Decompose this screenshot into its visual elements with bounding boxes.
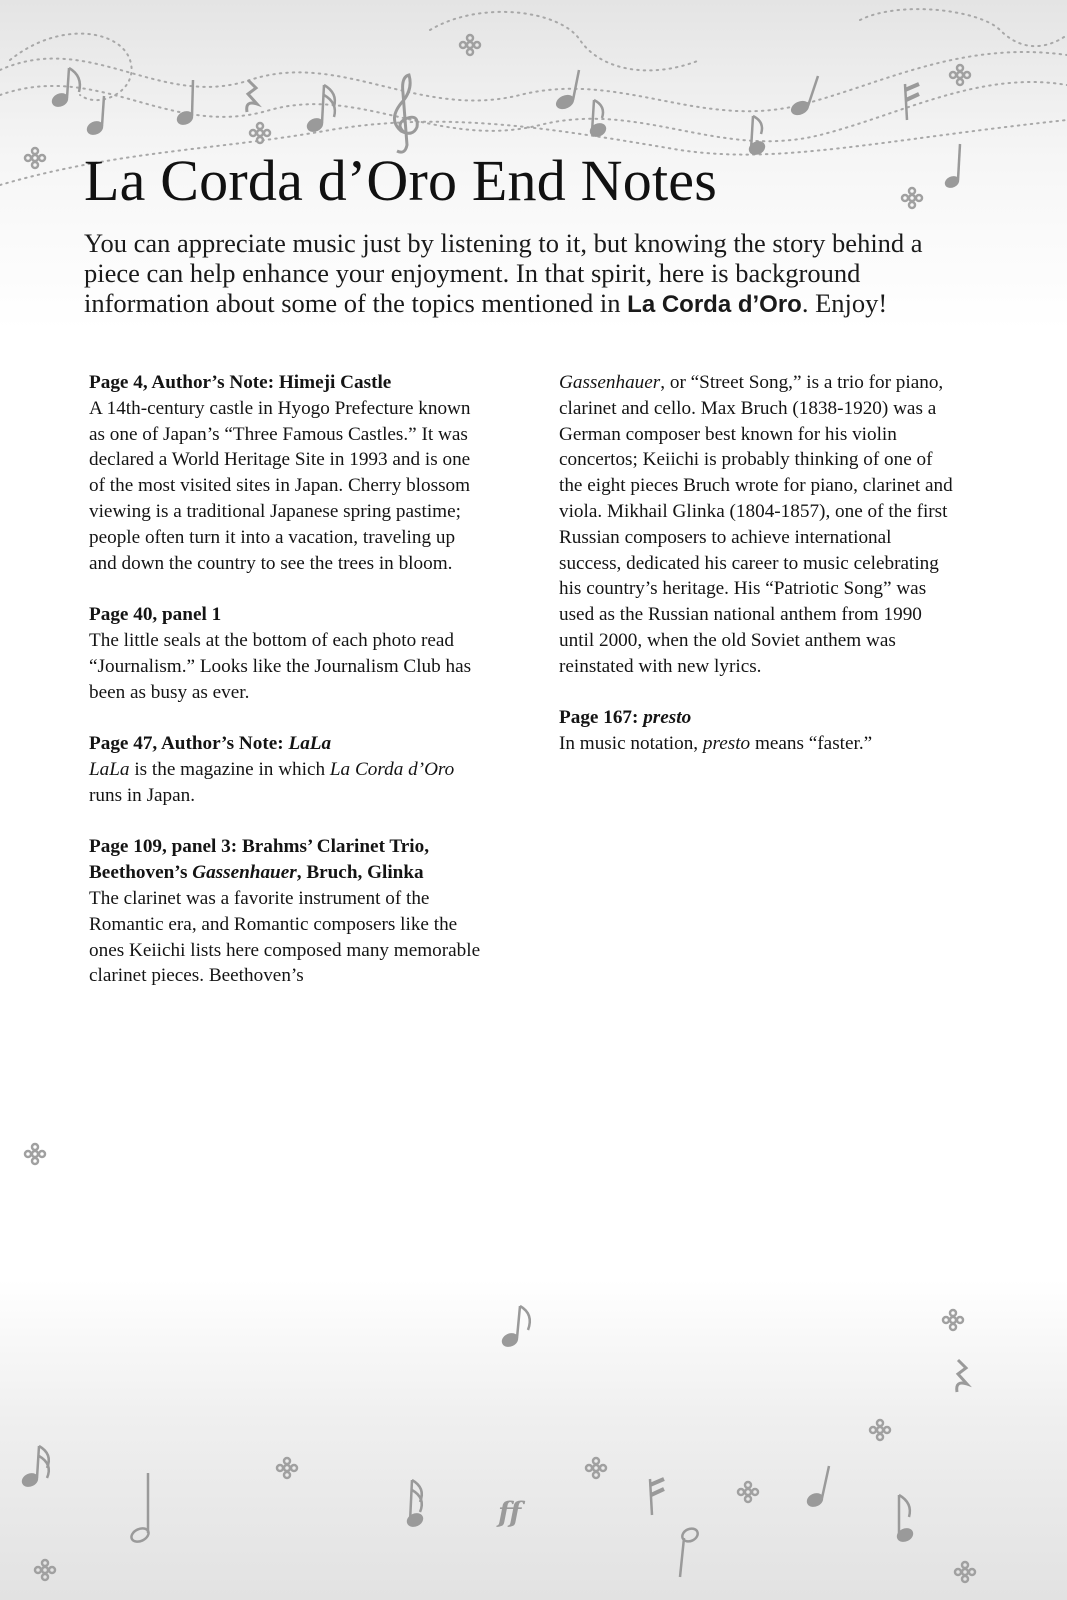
note-heading-text: Page 167: <box>559 707 644 729</box>
note-heading-text: Page 109, panel 3: Brahms’ Clarinet Trio, Beethoven’s <box>89 836 430 884</box>
note-heading-italic: Gassenhauer <box>192 862 297 884</box>
note-body-text: is the magazine in which <box>129 758 330 780</box>
note-body-italic: La Corda d’Oro <box>329 758 455 780</box>
note-heading <box>89 834 484 886</box>
note-body-text: runs in Japan. <box>89 784 196 806</box>
note-body-text: In music notation, <box>559 733 703 755</box>
note-page-109-continued <box>559 370 954 680</box>
music-notes-border-bottom <box>0 1280 1067 1600</box>
note-heading <box>559 705 954 731</box>
note-body-text: means “faster.” <box>750 733 873 755</box>
dynamic-marking: ff <box>498 1496 522 1529</box>
note-page-40 <box>89 602 484 705</box>
note-heading-italic: presto <box>643 707 692 729</box>
note-heading-italic: LaLa <box>288 733 332 755</box>
intro-series-title: La Corda d’Oro <box>627 291 802 318</box>
note-presto <box>559 705 954 757</box>
note-body: A 14th-century castle in Hyogo Prefecture known as one of Japan’s “Three Famous Castles.” It was declared a World Heritage Site in 1993 and is one of the most visited sites in Japan. Cherry blossom viewing is a traditional Japanese spring pastime; people often turn it into a vacation, traveling up and down the country to see the trees in bloom. <box>89 397 471 574</box>
page-title: La Corda d’Oro End Notes <box>84 148 717 213</box>
intro-text: You can appreciate music just by listening to it, but knowing the story behind a piece can help enhance your enjoyment. In that spirit, here is background information about some of the topics mentioned in <box>84 228 923 318</box>
note-body <box>89 757 484 809</box>
note-heading-text: , Bruch, Glinka <box>296 862 424 884</box>
intro-text-end: . Enjoy! <box>801 288 888 318</box>
note-body <box>559 731 954 757</box>
note-body-italic: presto <box>702 733 751 755</box>
note-heading: Page 4, Author’s Note: Himeji Castle <box>89 372 392 393</box>
intro-paragraph <box>84 228 964 320</box>
note-page-109 <box>89 834 484 989</box>
note-body-italic: Gassenhauer <box>559 372 661 393</box>
note-body: The little seals at the bottom of each photo read “Journalism.” Looks like the Journalism Club has been as busy as ever. <box>89 629 472 703</box>
note-heading: Page 40, panel 1 <box>89 604 222 626</box>
note-heading-text: Page 47, Author’s Note: <box>89 733 289 755</box>
note-body-italic: LaLa <box>89 758 130 780</box>
notes-column-right <box>559 370 954 783</box>
note-body: The clarinet was a favorite instrument of the Romantic era, and Romantic composers like the ones Keiichi lists here composed many memorable clarinet pieces. Beethoven’s <box>89 887 481 987</box>
note-lala <box>89 731 484 808</box>
note-himeji-castle <box>89 370 484 576</box>
note-body-text: , or “Street Song,” is a trio for piano, clarinet and cello. Max Bruch (1838-1920) was a German composer best known for his violin concertos; Keiichi is probably thinking of one of the eight pieces Bruch wrote for piano, clarinet and viola. Mikhail Glinka (1804-1857), one of the first Russian composers to achieve international success, dedicated his career to music celebrating his country’s heritage. His “Patriotic Song” was used as the Russian national anthem from 1990 until 2000, when the old Soviet anthem was reinstated with new lyrics. <box>559 372 953 677</box>
note-heading <box>89 731 484 757</box>
flower-ornament-left <box>0 1140 60 1180</box>
notes-column-left <box>89 370 484 1015</box>
